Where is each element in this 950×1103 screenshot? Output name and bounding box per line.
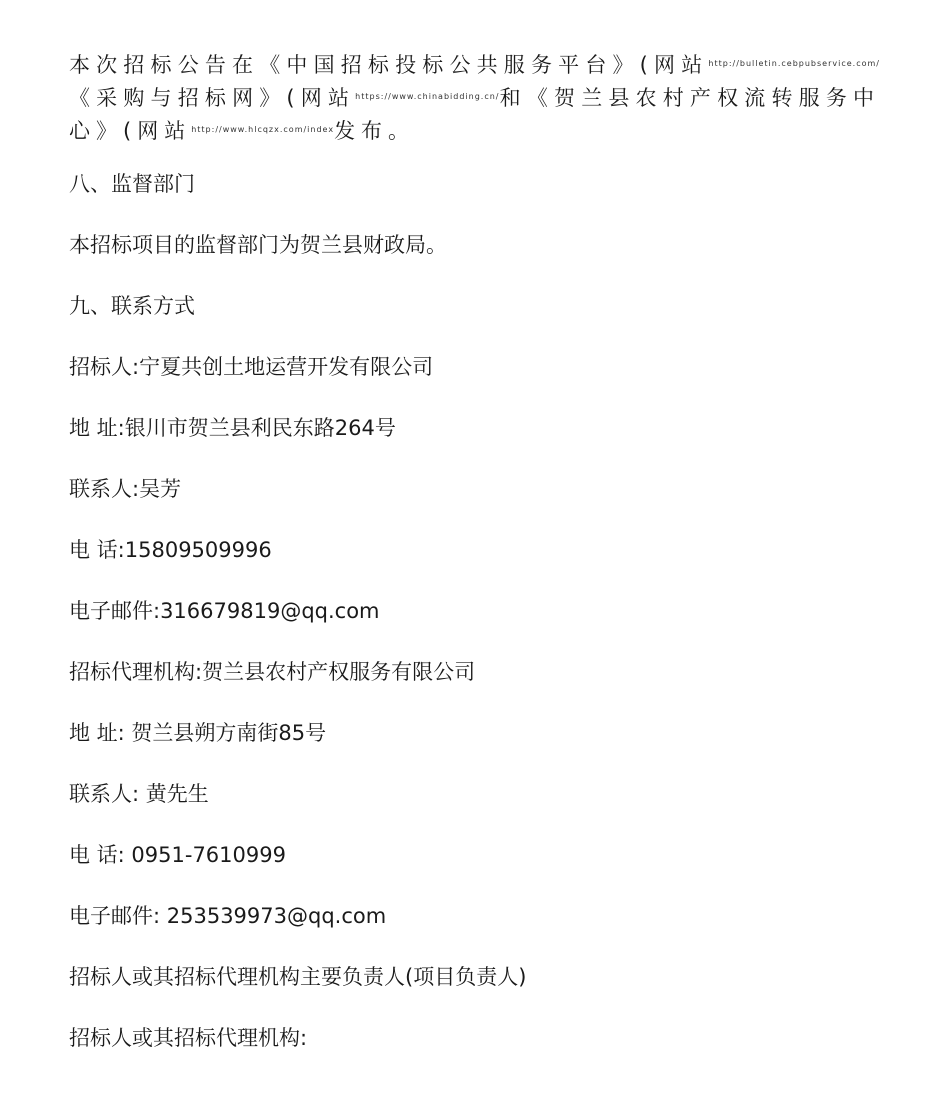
- supervision-text: 本招标项目的监督部门为贺兰县财政局。: [69, 233, 447, 257]
- publication-notice: [69, 48, 880, 147]
- document-page: [69, 48, 880, 1085]
- url-hlcqzx[interactable]: http://www.hlcqzx.com/index: [191, 125, 335, 134]
- tenderer-or-agency-label: 招标人或其招标代理机构:: [69, 1026, 308, 1050]
- notice-text-2: 《采购与招标网》(网站: [69, 86, 356, 110]
- supervision-heading: 八、监督部门: [69, 172, 195, 196]
- notice-text-1: 本次招标公告在《中国招标投标公共服务平台》(网站: [69, 53, 709, 77]
- tenderer-name: 招标人:宁夏共创土地运营开发有限公司: [69, 355, 434, 379]
- tenderer-email: 电子邮件:316679819@qq.com: [69, 599, 380, 623]
- tenderer-address: 地 址:银川市贺兰县利民东路264号: [69, 416, 396, 440]
- notice-text-3: 和《贺兰县农村产权流转服务中心》(网站: [69, 86, 880, 143]
- agency-phone: 电 话: 0951-7610999: [69, 843, 286, 867]
- agency-address: 地 址: 贺兰县朔方南街85号: [69, 721, 327, 745]
- agency-name: 招标代理机构:贺兰县农村产权服务有限公司: [69, 660, 476, 684]
- tenderer-phone: 电 话:15809509996: [69, 538, 272, 562]
- agency-email: 电子邮件: 253539973@qq.com: [69, 904, 387, 928]
- tenderer-contact: 联系人:吴芳: [69, 477, 182, 501]
- url-cebpubservice[interactable]: http://bulletin.cebpubservice.com/: [708, 59, 880, 68]
- contact-heading: 九、联系方式: [69, 294, 195, 318]
- notice-text-4: 发布。: [334, 119, 416, 143]
- url-chinabidding[interactable]: https://www.chinabidding.cn/: [355, 92, 500, 101]
- agency-contact: 联系人: 黄先生: [69, 782, 209, 806]
- responsible-person-label: 招标人或其招标代理机构主要负责人(项目负责人): [69, 965, 527, 989]
